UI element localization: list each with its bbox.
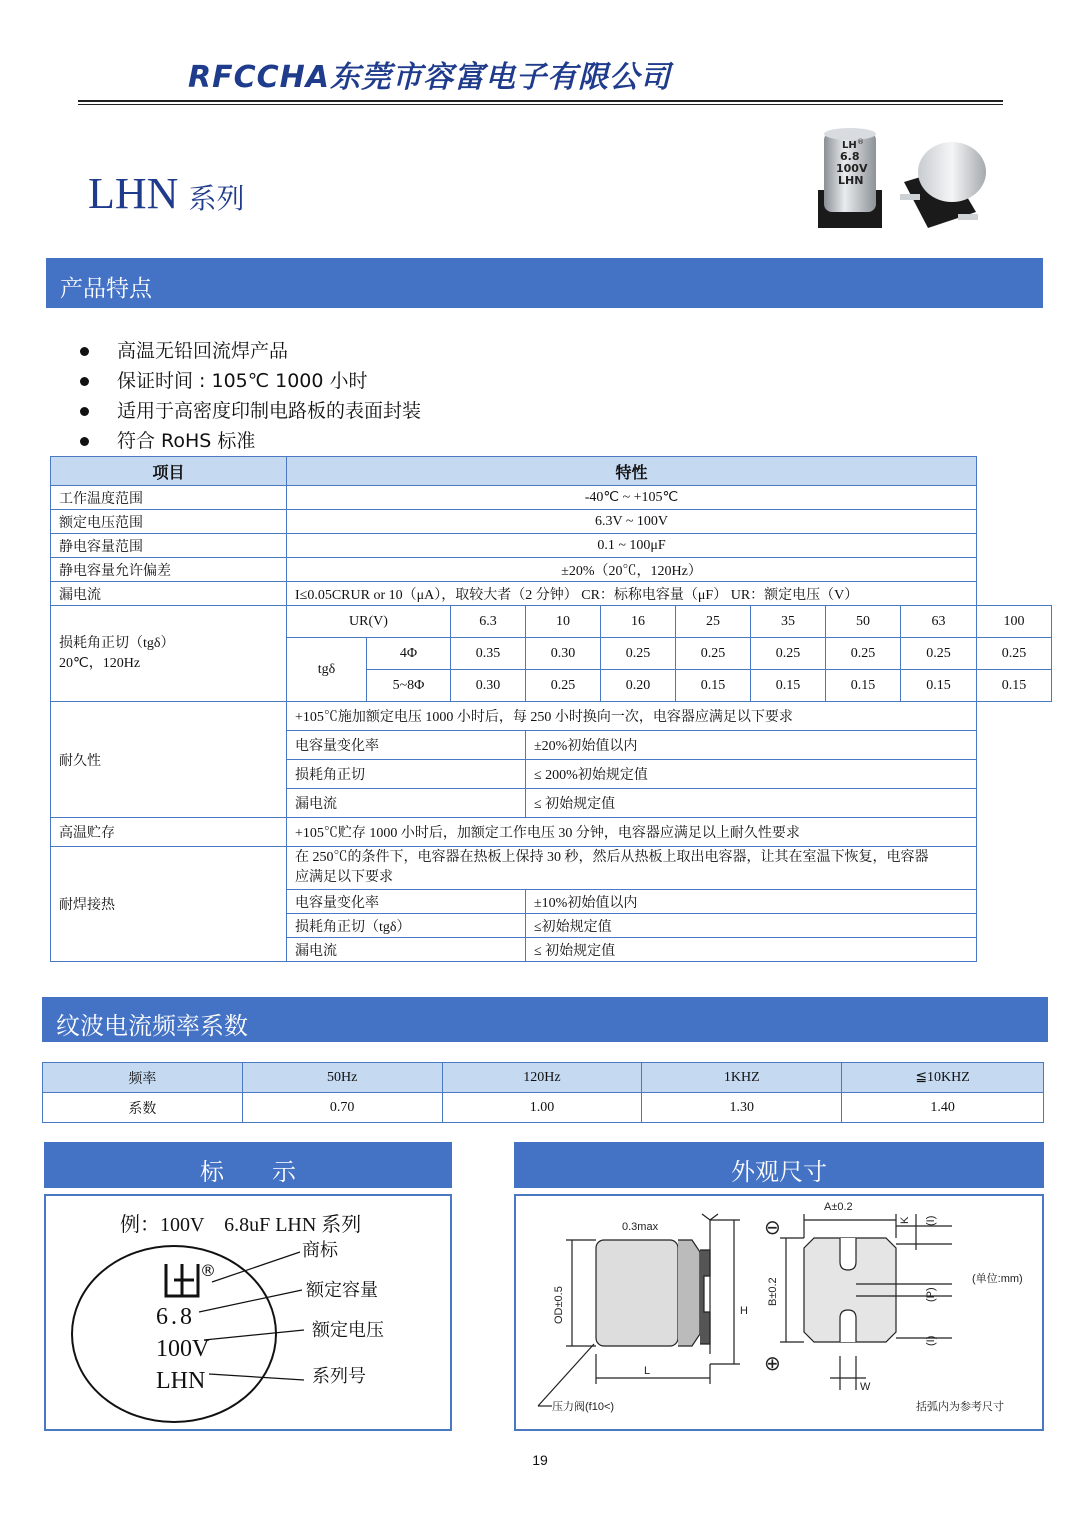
spec-table <box>50 456 1052 962</box>
table-row: 静电容量允许偏差 ±20%（20℃，120Hz） <box>51 558 1052 582</box>
photo-registered: ® <box>857 138 864 146</box>
series-title <box>88 168 244 219</box>
registered-mark: ® <box>200 1261 216 1280</box>
table-row: 损耗角正切（tgδ） ≤初始规定值 <box>51 914 1052 938</box>
table-row: 耐焊接热 在 250℃的条件下，电容器在热板上保持 30 秒，然后从热板上取出电容器，让其在室温下恢复，电容器 应满足以下要求 <box>51 847 1052 890</box>
features-header: 产品特点 <box>46 258 1043 308</box>
table-row: 损耗角正切 ≤ 200%初始规定值 <box>51 760 1052 789</box>
dim-i1: (I) <box>925 1215 937 1226</box>
bullet-icon <box>80 347 89 356</box>
col-item: 项目 <box>51 457 287 486</box>
minus-terminal-icon: ⊖ <box>764 1215 781 1239</box>
tg-row-4phi: tgδ 4Φ 0.35 0.30 0.25 0.25 0.25 0.25 0.25 0.25 <box>51 638 1052 670</box>
label-voltage: 额定电压 <box>312 1320 384 1341</box>
series-suffix: 系列 <box>188 182 245 215</box>
bullet-icon <box>80 377 89 386</box>
mark-capacitance: 6.8 <box>156 1304 195 1330</box>
photo-series: LHN <box>838 174 864 187</box>
header-rule <box>78 100 1003 102</box>
capacitor-top-circle <box>72 1246 276 1422</box>
bullet-icon <box>80 437 89 446</box>
dim-l: L <box>644 1365 651 1377</box>
table-row: 漏电流 ≤ 初始规定值 <box>51 789 1052 818</box>
feature-item: 符合 RoHS 标准 <box>80 426 421 456</box>
marking-header: 标 示 <box>44 1142 452 1188</box>
bullet-icon <box>80 407 89 416</box>
marking-example: 例：100V 6.8uF LHN 系列 <box>120 1214 362 1236</box>
spec-header-row <box>51 457 1052 486</box>
feature-item: 适用于高密度印制电路板的表面封装 <box>80 396 421 426</box>
photo-mark: LH <box>842 140 857 151</box>
dim-h: H <box>740 1305 748 1317</box>
lh-logo-icon <box>166 1264 198 1296</box>
feature-list <box>80 336 421 456</box>
table-row: 额定电压范围 6.3V ~ 100V <box>51 510 1052 534</box>
mark-series: LHN <box>156 1368 206 1394</box>
col-characteristic: 特性 <box>287 457 977 486</box>
dim-p: (P) <box>925 1287 937 1302</box>
table-row: 电容量变化率 ±10%初始值以内 <box>51 890 1052 914</box>
ripple-freq-row: 频率 50Hz 120Hz 1KHZ ≦10KHZ <box>43 1063 1044 1093</box>
table-row: 电容量变化率 ±20%初始值以内 <box>51 731 1052 760</box>
feature-item: 高温无铅回流焊产品 <box>80 336 421 366</box>
table-row: 静电容量范围 0.1 ~ 100μF <box>51 534 1052 558</box>
dim-w: W <box>860 1381 871 1393</box>
table-row: 工作温度范围 -40℃ ~ +105℃ <box>51 486 1052 510</box>
valve-note: 压力阀(f10<) <box>552 1401 615 1413</box>
dim-max: 0.3max <box>622 1221 659 1233</box>
header-rule-thin <box>78 104 1003 105</box>
dim-od: OD±0.5 <box>553 1286 565 1324</box>
unit-note: (单位:mm) <box>972 1273 1023 1285</box>
ripple-coef-row: 系数 0.70 1.00 1.30 1.40 <box>43 1093 1044 1123</box>
table-row: 耐久性 +105℃施加额定电压 1000 小时后，每 250 小时换向一次，电容器应满足以下要求 <box>51 702 1052 731</box>
table-row: 漏电流 ≤ 初始规定值 <box>51 938 1052 962</box>
label-capacitance: 额定容量 <box>306 1280 378 1301</box>
dim-k: K <box>899 1216 911 1224</box>
tg-label: 损耗角正切（tgδ） 20℃，120Hz <box>51 606 287 702</box>
photo-voltage: 100V <box>836 162 868 175</box>
mark-voltage: 100V <box>156 1336 210 1362</box>
page-number: 19 <box>532 1452 548 1468</box>
label-trademark: 商标 <box>302 1240 338 1261</box>
dims-header: 外观尺寸 <box>514 1142 1044 1188</box>
plus-terminal-icon: ⊕ <box>764 1351 781 1375</box>
label-series: 系列号 <box>312 1366 366 1387</box>
table-row: 漏电流 I≤0.05CRUR or 10（μA），取较大者（2 分钟） CR：标称电容量（μF） UR：额定电压（V） <box>51 582 1052 606</box>
series-name: LHN <box>88 169 179 218</box>
table-row: 高温贮存 +105℃贮存 1000 小时后，加额定工作电压 30 分钟，电容器应满足以上耐久性要求 <box>51 818 1052 847</box>
tg-voltage-row: 损耗角正切（tgδ） 20℃，120Hz UR(V) 6.3 10 16 25 35 50 63 100 <box>51 606 1052 638</box>
dimension-drawing <box>514 1194 1044 1431</box>
tg-row-5-8phi: 5~8Φ 0.30 0.25 0.20 0.15 0.15 0.15 0.15 0.15 <box>51 670 1052 702</box>
reference-note: 括弧内为参考尺寸 <box>916 1401 1004 1413</box>
product-photo <box>812 120 992 250</box>
feature-item: 保证时间 : 105℃ 1000 小时 <box>80 366 421 396</box>
dim-a: A±0.2 <box>824 1201 853 1213</box>
ripple-header: 纹波电流频率系数 <box>42 997 1048 1042</box>
company-name: RFCCHA东莞市容富电子有限公司 <box>188 60 671 95</box>
ripple-table <box>42 1062 1044 1123</box>
marking-diagram <box>44 1194 452 1431</box>
dim-b: B±0.2 <box>767 1277 779 1306</box>
photo-capacitance: 6.8 <box>840 150 860 163</box>
dim-i2: (I) <box>925 1335 937 1346</box>
